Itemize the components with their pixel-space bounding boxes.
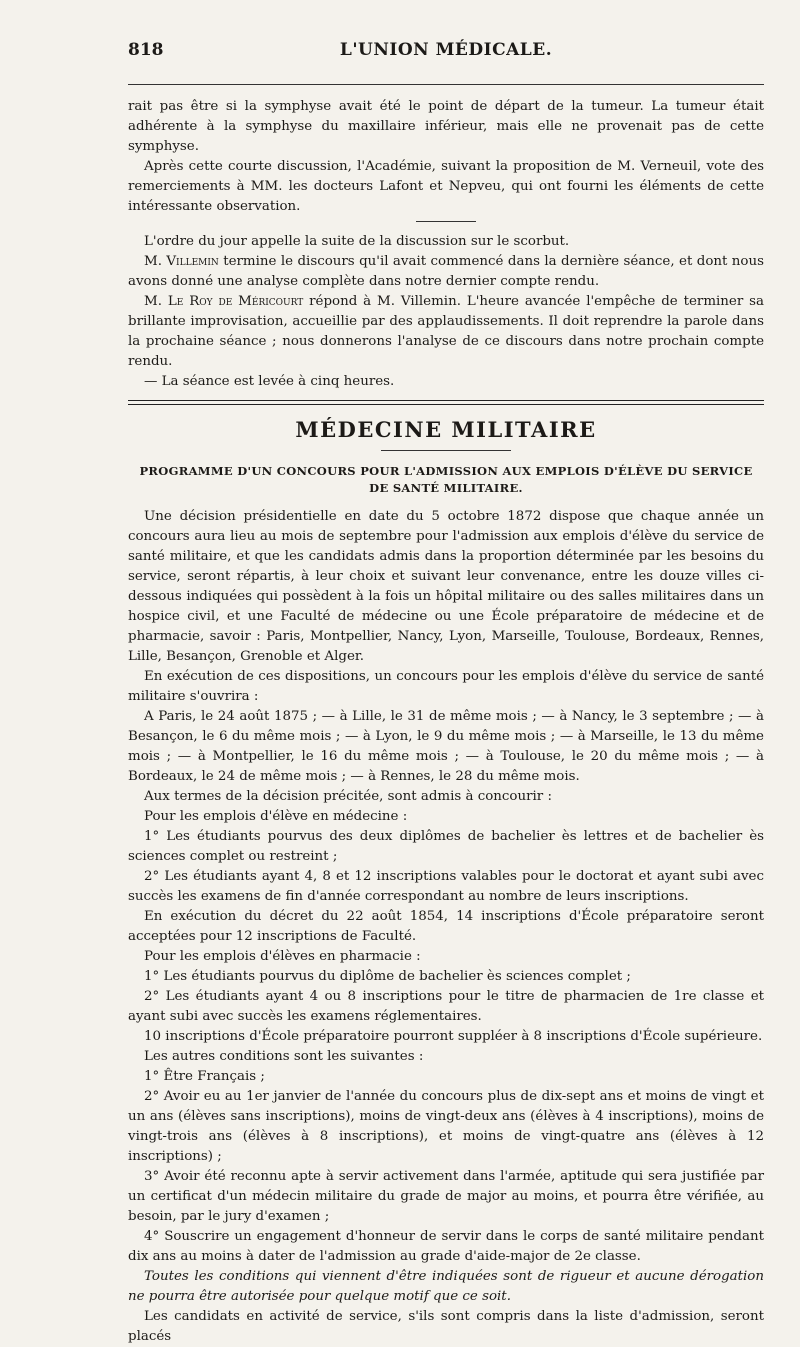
paragraph: 1° Être Français ; xyxy=(144,1069,265,1084)
paragraph: 10 inscriptions d'École préparatoire pourront suppléer à 8 inscriptions d'École supérieure. xyxy=(144,1029,763,1044)
section-subtitle xyxy=(128,463,764,497)
paragraph: Après cette courte discussion, l'Académie, suivant la proposition de M. Verneuil, vote des remerciements à MM. les docteurs Lafont et Nepveu, qui ont fourni les éléments de cette intéressante observation. xyxy=(128,159,764,214)
paragraph: 2° Les étudiants ayant 4, 8 et 12 inscriptions valables pour le doctorat et ayant subi avec succès les examens de fin d'année correspondant au nombre de leurs inscriptions. xyxy=(128,869,764,904)
paragraph: Les autres conditions sont les suivantes : xyxy=(144,1049,424,1064)
section-rule xyxy=(128,400,764,405)
speaker-name: M. Le Roy de Méricourt xyxy=(144,294,304,309)
paragraph: 1° Les étudiants pourvus des deux diplômes de bachelier ès lettres et de bachelier ès sciences complet ou restreint ; xyxy=(128,829,764,864)
paragraph: Les candidats en activité de service, s'ils sont compris dans la liste d'admission, seront placés xyxy=(128,1309,764,1344)
paragraph: 2° Les étudiants ayant 4 ou 8 inscriptions pour le titre de pharmacien de 1re classe et ayant subi avec succès les examens réglementaires. xyxy=(128,989,764,1024)
closing-line: — La séance est levée à cinq heures. xyxy=(144,374,395,389)
paragraph-text: répond à M. Villemin. L'heure avancée l'empêche de terminer sa brillante improvisation, accueillie par des applaudissements. Il doit reprendre la parole dans la prochaine séance ; nous donnerons l'analyse de ce discours dans notre prochain compte rendu. xyxy=(128,294,764,369)
page-header xyxy=(128,40,764,76)
paragraph-text: termine le discours qu'il avait commencé dans la dernière séance, et dont nous avons donné une analyse complète dans notre dernier compte rendu. xyxy=(128,254,764,289)
subtitle-line: DE SANTÉ MILITAIRE. xyxy=(369,481,523,495)
title-underline xyxy=(381,450,511,451)
header-rule xyxy=(128,84,764,85)
paragraph: En exécution de ces dispositions, un concours pour les emplois d'élève du service de santé militaire s'ouvrira : xyxy=(128,669,764,704)
paragraph: Pour les emplois d'élève en médecine : xyxy=(144,809,408,824)
separator-dash xyxy=(416,221,476,222)
paragraph: En exécution du décret du 22 août 1854, 14 inscriptions d'École préparatoire seront acceptées pour 12 inscriptions de Faculté. xyxy=(128,909,764,944)
paragraph: 3° Avoir été reconnu apte à servir activement dans l'armée, aptitude qui sera justifiée par un certificat d'un médecin militaire du grade de major au moins, et pourra être vérifiée, au besoin, par le jury d'examen ; xyxy=(128,1169,764,1224)
paragraph: 2° Avoir eu au 1er janvier de l'année du concours plus de dix-sept ans et moins de vingt et un ans (élèves sans inscriptions), moins de vingt-deux ans (élèves à 4 inscriptions), moins de vingt-trois ans (élèves à 8 inscriptions), et moins de vingt-quatre ans (élèves à 12 inscriptions) ; xyxy=(128,1089,764,1164)
running-title: L'UNION MÉDICALE. xyxy=(339,40,553,60)
paragraph: A Paris, le 24 août 1875 ; — à Lille, le 31 de même mois ; — à Nancy, le 3 septembre ; — à Besançon, le 6 du même mois ; — à Lyon, le 9 du même mois ; — à Marseille, le 13 du même mois ; — à Montpellier, le 16 du même mois ; — à Toulouse, le 20 du même mois ; — à Bordeaux, le 24 de même mois ; — à Rennes, le 28 du même mois. xyxy=(128,709,764,784)
paragraph-villemin xyxy=(128,252,764,292)
paragraph: Pour les emplois d'élèves en pharmacie : xyxy=(144,949,421,964)
paragraph: 4° Souscrire un engagement d'honneur de servir dans le corps de santé militaire pendant dix ans au moins à dater de l'admission au grade d'aide-major de 2e classe. xyxy=(128,1229,764,1264)
speaker-name: M. Villemin xyxy=(144,254,219,269)
italic-note: Toutes les conditions qui viennent d'être indiquées sont de rigueur et aucune dérogation ne pourra être autorisée pour quelque motif que ce soit. xyxy=(128,1269,764,1304)
paragraph: L'ordre du jour appelle la suite de la discussion sur le scorbut. xyxy=(144,234,570,249)
page-number: 818 xyxy=(128,40,164,60)
subtitle-line: PROGRAMME D'UN CONCOURS POUR L'ADMISSION AUX EMPLOIS D'ÉLÈVE DU SERVICE xyxy=(139,464,753,478)
paragraph: Aux termes de la décision précitée, sont admis à concourir : xyxy=(144,789,552,804)
paragraph: rait pas être si la symphyse avait été le point de départ de la tumeur. La tumeur était adhérente à la symphyse du maxillaire inférieur, mais elle ne provenait pas de cette symphyse. xyxy=(128,99,764,154)
section-title: MÉDECINE MILITAIRE xyxy=(295,417,597,442)
paragraph-leroy xyxy=(128,292,764,372)
paragraph: Une décision présidentielle en date du 5 octobre 1872 dispose que chaque année un concours aura lieu au mois de septembre pour l'admission aux emplois d'élève du service de santé militaire, et que les candidats admis dans la proportion déterminée par les besoins du service, seront répartis, à leur choix et suivant leur convenance, entre les douze villes ci-dessous indiquées qui possèdent à la fois un hôpital militaire ou des salles militaires dans un hospice civil, et une Faculté de médecine ou une École préparatoire de médecine et de pharmacie, savoir : Paris, Montpellier, Nancy, Lyon, Marseille, Toulouse, Bordeaux, Rennes, Lille, Besançon, Grenoble et Alger. xyxy=(128,509,764,664)
paragraph: 1° Les étudiants pourvus du diplôme de bachelier ès sciences complet ; xyxy=(144,969,631,984)
